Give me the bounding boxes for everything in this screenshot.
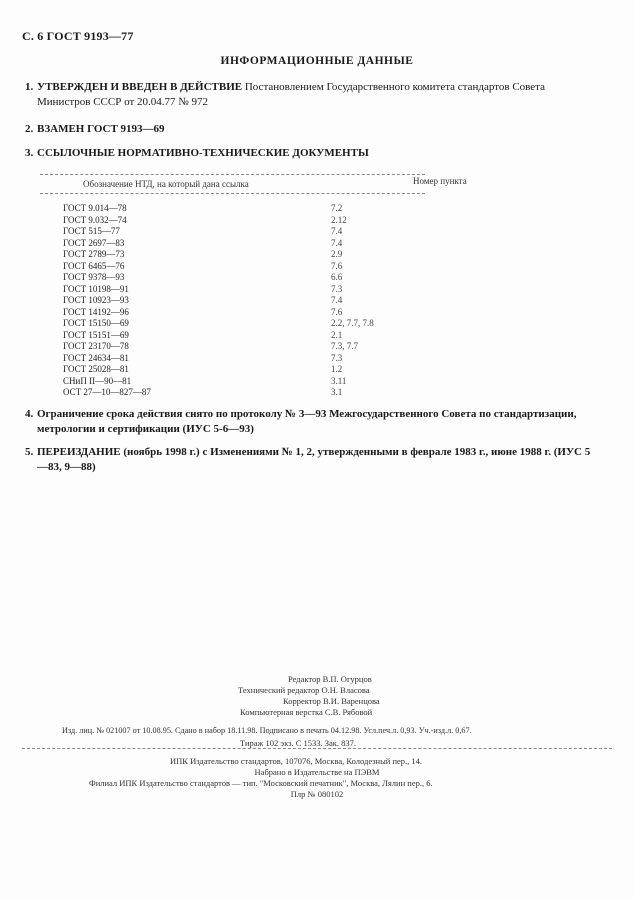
table-cell-point: 1.2 (331, 364, 343, 374)
table-cell-point: 7.3 (331, 352, 343, 363)
table-cell-point: 7.3 (331, 283, 343, 294)
section-5 (25, 445, 592, 475)
table-header-rule (40, 193, 425, 194)
table-cell-point: 3.1 (331, 387, 343, 397)
table-cell-point: 3.11 (331, 375, 347, 386)
imprint-line-4: Набрано в Издательстве на ПЭВМ (254, 767, 380, 777)
imprint-line-2: Тираж 102 экз. С 1533. Зак. 837. (240, 738, 357, 748)
table-col-point: Номер пункта (413, 176, 467, 186)
table-cell-point: 7.4 (331, 295, 343, 305)
table-cell-doc: ГОСТ 15151—69 (63, 329, 129, 340)
imprint-line-5: Филиал ИПК Издательство стандартов — тип. "Московский печатник", Москва, Лялин пер., 6. (89, 778, 433, 788)
table-cell-doc: ГОСТ 14192—96 (63, 306, 129, 317)
table-cell-doc: СНиП II—90—81 (63, 375, 132, 386)
section-5-number: 5. (25, 446, 34, 458)
table-cell-doc: ГОСТ 15150—69 (63, 318, 129, 328)
table-cell-point: 2.1 (331, 329, 343, 340)
section-1 (25, 80, 597, 110)
table-cell-point: 7.4 (331, 237, 343, 248)
table-cell-point: 2.12 (331, 214, 347, 225)
section-3-number: 3. (25, 147, 34, 159)
table-cell-doc: ГОСТ 9378—93 (63, 272, 125, 282)
page-title: ИНФОРМАЦИОННЫЕ ДАННЫЕ (220, 55, 414, 67)
section-4-text: Ограничение срока действия снято по протоколу № 3—93 Межгосударственного Совета по стандартизации, метрологии и сертификации (ИУС 5-6—93) (37, 408, 577, 435)
table-cell-point: 7.4 (331, 226, 343, 236)
table-cell-doc: ГОСТ 10923—93 (63, 295, 129, 305)
imprint-line-3: ИПК Издательство стандартов, 107076, Москва, Колодезный пер., 14. (170, 756, 423, 766)
table-cell-doc: ГОСТ 2789—73 (63, 249, 125, 259)
table-cell-point: 7.3, 7.7 (331, 341, 358, 351)
table-cell-doc: ГОСТ 10198—91 (63, 283, 129, 294)
table-cell-point: 7.6 (331, 306, 343, 317)
imprint-rule (22, 748, 612, 749)
table-cell-doc: ГОСТ 23170—78 (63, 341, 129, 351)
section-5-text: (ноябрь 1998 г.) с Изменениями № 1, 2, утвержденными в феврале 1983 г., июне 1988 г. (ИУС 5—83, 9—88) (37, 446, 591, 473)
section-1-lead: УТВЕРЖДЕН И ВВЕДЕН В ДЕЙСТВИЕ (37, 81, 243, 93)
imprint-line-1: Изд. лиц. № 021007 от 10.08.95. Сдано в набор 18.11.98. Подписано в печать 04.12.98. Усл.печ.л. 0,93. Уч.-изд.л. 0,67. (62, 726, 472, 735)
table-col-doc: Обозначение НТД, на который дана ссылка (83, 179, 249, 189)
section-3 (25, 146, 597, 161)
section-5-lead: ПЕРЕИЗДАНИЕ (37, 446, 121, 458)
section-1-text: Постановлением Государственного комитета стандартов Совета Министров СССР от 20.04.77 № 972 (37, 81, 545, 108)
credit-layout: Компьютерная верстка С.В. Рябовой (240, 707, 373, 717)
imprint-line-6: Плр № 080102 (290, 789, 344, 799)
section-1-number: 1. (25, 81, 34, 93)
section-4-number: 4. (25, 408, 34, 420)
table-cell-point: 6.6 (331, 272, 343, 282)
table-cell-doc: ГОСТ 2697—83 (63, 237, 125, 248)
table-cell-doc: ГОСТ 25028—81 (63, 364, 129, 374)
page-header: С. 6 ГОСТ 9193—77 (22, 29, 134, 43)
section-3-text: ССЫЛОЧНЫЕ НОРМАТИВНО-ТЕХНИЧЕСКИЕ ДОКУМЕНТЫ (37, 147, 369, 159)
credit-corrector: Корректор В.И. Варенцова (283, 696, 380, 706)
table-cell-point: 7.6 (331, 260, 343, 271)
table-cell-doc: ГОСТ 24634—81 (63, 352, 129, 363)
section-2 (25, 122, 597, 137)
table-top-rule (40, 174, 425, 175)
table-cell-doc: ГОСТ 9.032—74 (63, 214, 127, 225)
table-cell-doc: ГОСТ 6465—76 (63, 260, 125, 271)
section-2-number: 2. (25, 123, 34, 135)
table-cell-point: 7.2 (331, 203, 343, 213)
table-cell-point: 2.9 (331, 249, 343, 259)
table-cell-doc: ГОСТ 515—77 (63, 226, 120, 236)
table-cell-doc: ОСТ 27—10—827—87 (63, 387, 151, 397)
table-cell-doc: ГОСТ 9.014—78 (63, 203, 127, 213)
section-4 (25, 407, 592, 437)
table-cell-point: 2.2, 7.7, 7.8 (331, 318, 374, 328)
credit-editor: Редактор В.П. Огурцов (288, 674, 372, 684)
section-2-text: ВЗАМЕН ГОСТ 9193—69 (37, 123, 165, 135)
credit-tech-editor: Технический редактор О.Н. Власова (238, 685, 370, 695)
